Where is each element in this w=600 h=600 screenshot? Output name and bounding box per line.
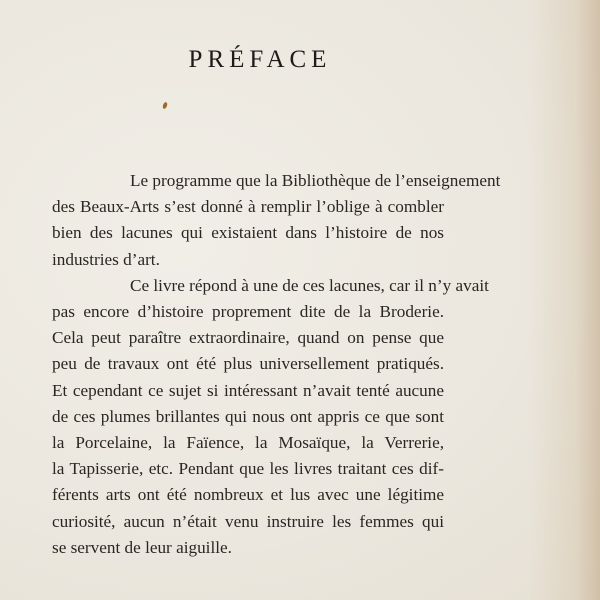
paper-stain <box>162 102 168 110</box>
text-line: de ces plumes brillantes qui nous ont appris ce que sont <box>52 406 444 426</box>
text-line: la Tapisserie, etc. Pendant que les livres traitant ces dif- <box>52 459 444 479</box>
text-line: se servent de leur aiguille. <box>52 537 232 557</box>
preface-text <box>52 168 501 561</box>
paragraph-2 <box>52 273 489 561</box>
text-line: Le programme que la Bibliothèque de l’enseignement <box>130 171 501 190</box>
text-line: industries d’art. <box>52 249 160 269</box>
text-line: bien des lacunes qui existaient dans l’histoire de nos <box>52 223 444 243</box>
text-line: pas encore d’histoire proprement dite de la Broderie. <box>52 302 444 322</box>
text-line: la Porcelaine, la Faïence, la Mosaïque, la Verrerie, <box>52 433 444 453</box>
text-line: peu de travaux ont été plus universellement pratiqués. <box>52 354 444 374</box>
text-line: Ce livre répond à une de ces lacunes, car il n’y avait <box>130 275 489 295</box>
text-line: Cela peut paraître extraordinaire, quand on pense que <box>52 328 444 348</box>
page-title: PRÉFACE <box>188 46 332 73</box>
text-line: curiosité, aucun n’était venu instruire les femmes qui <box>52 511 444 531</box>
text-line: Et cependant ce sujet si intéressant n’avait tenté aucune <box>52 380 444 400</box>
paragraph-1 <box>52 168 501 273</box>
text-line: des Beaux-Arts s’est donné à remplir l’oblige à combler <box>52 197 444 217</box>
text-line: férents arts ont été nombreux et lus avec une légitime <box>52 485 444 505</box>
